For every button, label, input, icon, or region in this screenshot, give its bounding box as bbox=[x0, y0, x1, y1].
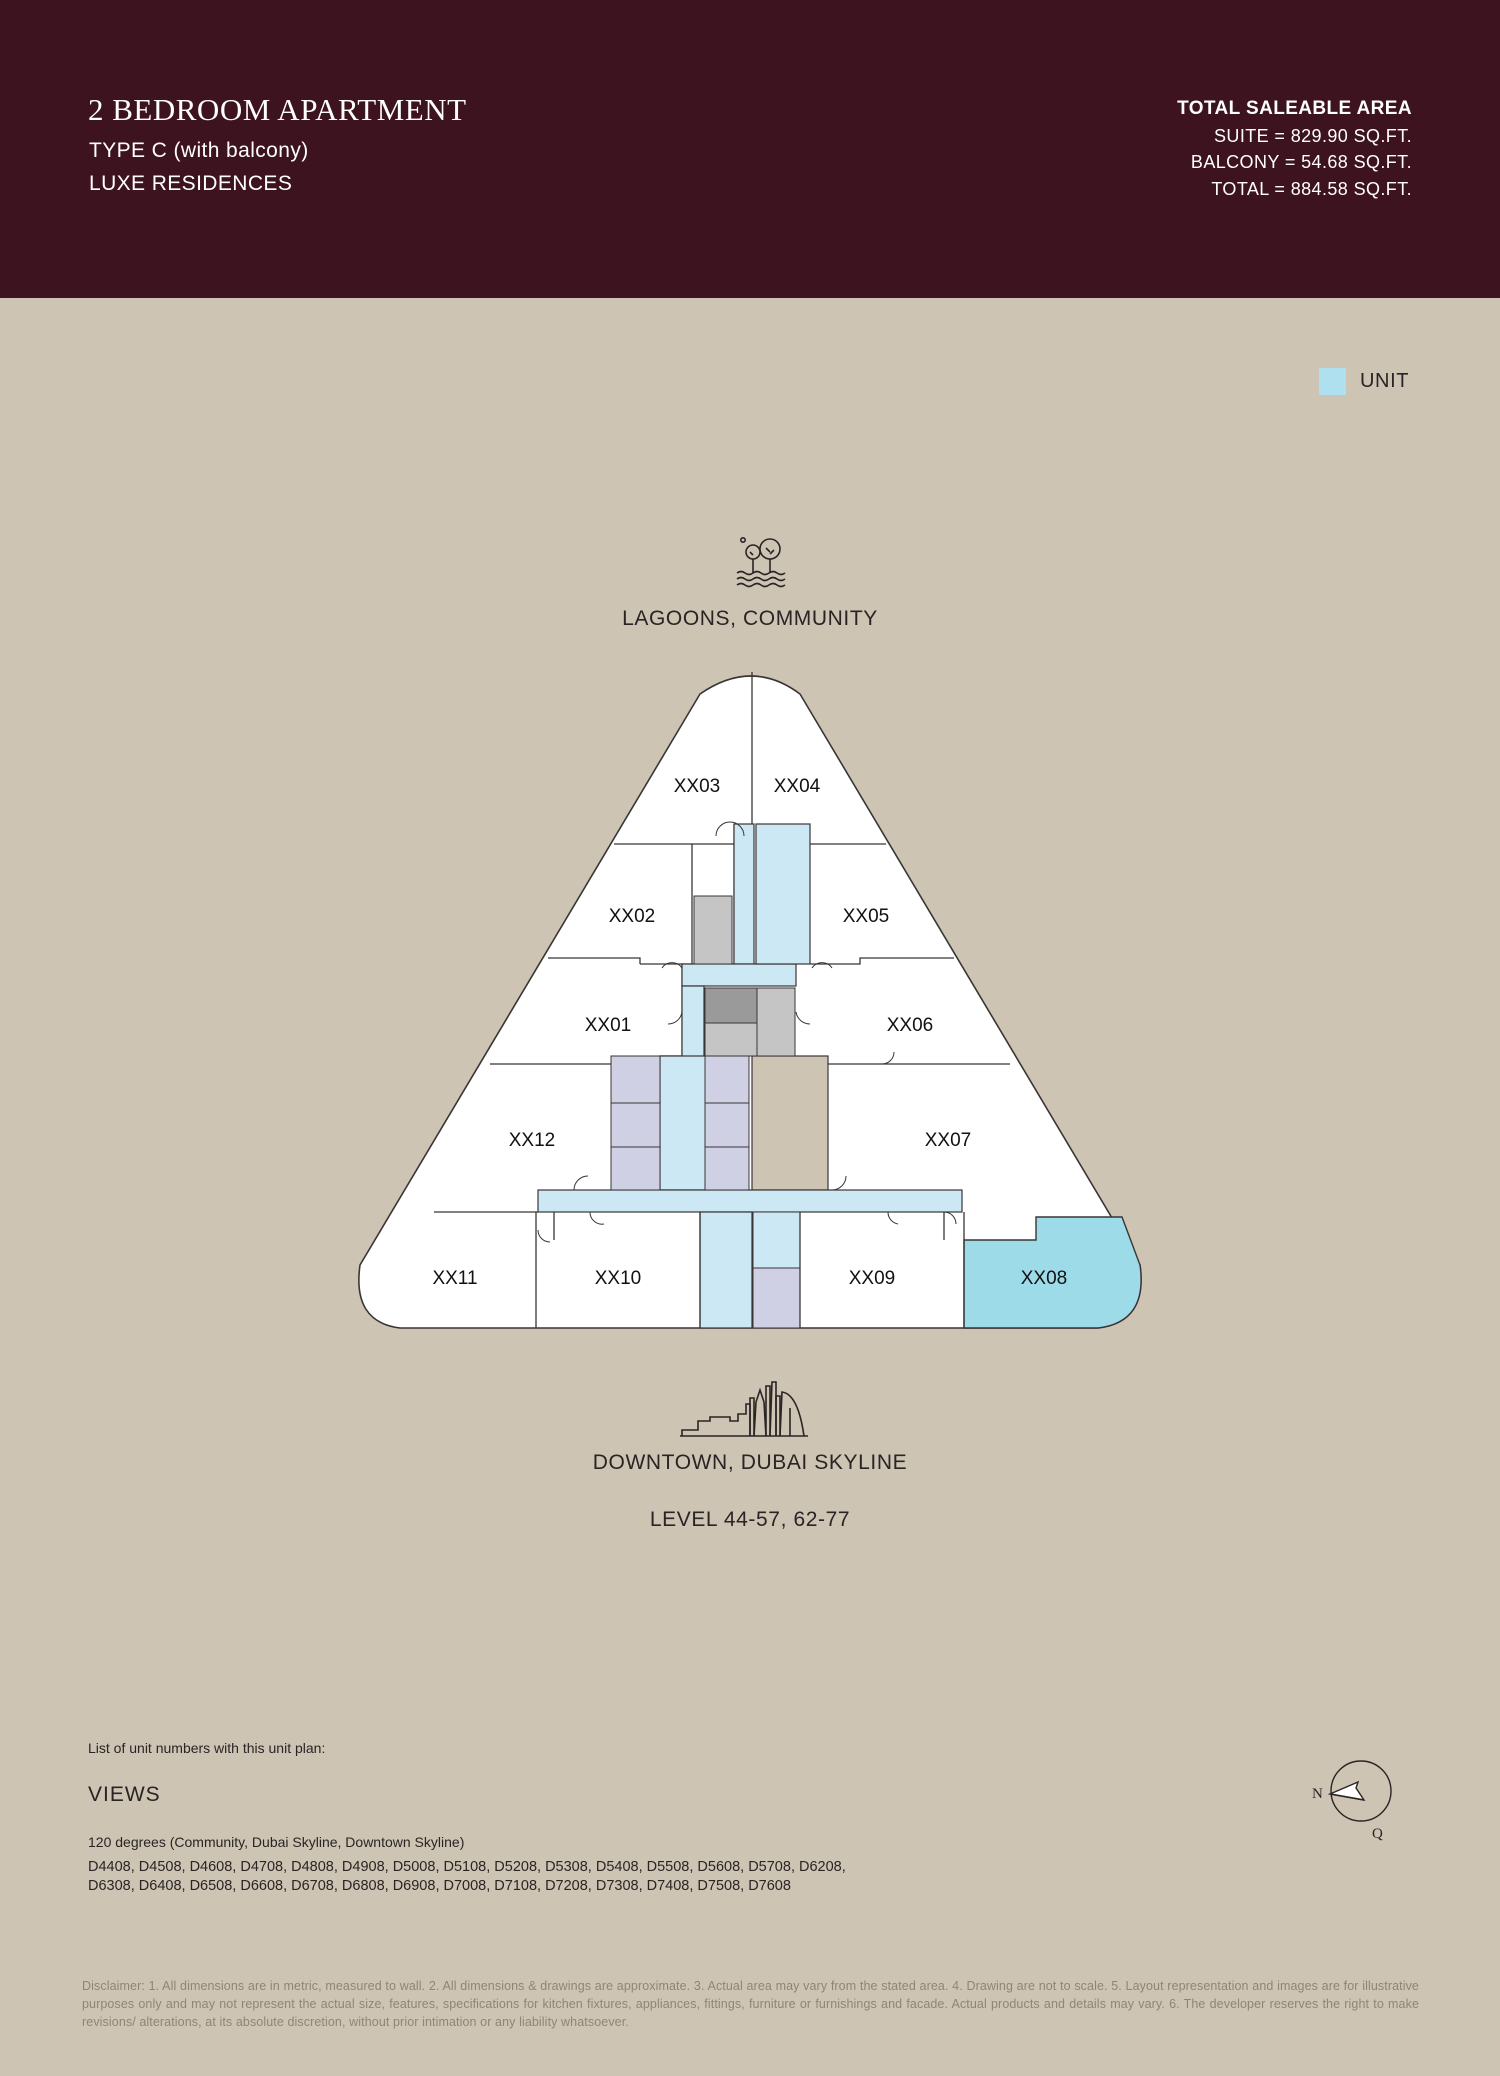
unit-label-xx08: XX08 bbox=[1020, 1268, 1068, 1289]
service-room bbox=[757, 988, 795, 1056]
unit-label-xx09: XX09 bbox=[848, 1268, 896, 1289]
level-range: LEVEL 44-57, 62-77 bbox=[649, 1508, 851, 1531]
compass-icon bbox=[1310, 1758, 1400, 1853]
unit-label-xx04: XX04 bbox=[773, 776, 821, 797]
unit-label-xx01: XX01 bbox=[584, 1015, 632, 1036]
views-description: 120 degrees (Community, Dubai Skyline, Downtown Skyline) bbox=[88, 1834, 465, 1850]
apartment-title: 2 BEDROOM APARTMENT bbox=[88, 92, 467, 127]
apartment-type: TYPE C (with balcony) bbox=[89, 139, 309, 162]
views-heading: VIEWS bbox=[88, 1783, 161, 1806]
project-name: LUXE RESIDENCES bbox=[89, 172, 293, 195]
unit-number-list: D4408, D4508, D4608, D4708, D4808, D4908, D5008, D5108, D5208, D5308, D5408, D5508, D5608, D5708, D6208, D6308, D6408, D6508, D6608, D6708, D6808, D6908, D7008, D7108, D7208, D7308, D7408, D7508, D7608 bbox=[88, 1859, 846, 1894]
disclaimer: Disclaimer: 1. All dimensions are in metric, measured to wall. 2. All dimensions & drawings are approximate. 3. Actual area may vary from the stated area. 4. Drawing are not to scale. 5. Layout representation and images are for illustrative purposes only and may not represent the actual size, features, specifications for kitchen fixtures, appliances, fittings, furniture or furnishings and facade. Actual products and details may vary. 6. The developer reserves the right to make revisions/ alterations, at its absolute discretion, without prior intimation or any liability whatsoever. bbox=[82, 1979, 1419, 2029]
unit-label-xx06: XX06 bbox=[886, 1015, 934, 1036]
unit-list-intro: List of unit numbers with this unit plan: bbox=[88, 1740, 326, 1756]
total-area: TOTAL = 884.58 SQ.FT. bbox=[1211, 178, 1412, 199]
bottom-view-label: DOWNTOWN, DUBAI SKYLINE bbox=[592, 1451, 908, 1474]
service-shaft bbox=[753, 1212, 800, 1268]
compass-q: Q bbox=[1372, 1826, 1383, 1842]
skyline-icon bbox=[680, 1378, 844, 1443]
service-room bbox=[694, 896, 732, 964]
unit-label-xx07: XX07 bbox=[924, 1130, 972, 1151]
service-room bbox=[705, 1023, 757, 1056]
unit-label-xx02: XX02 bbox=[608, 906, 656, 927]
top-view-label: LAGOONS, COMMUNITY bbox=[622, 607, 878, 630]
unit-label-xx12: XX12 bbox=[508, 1130, 556, 1151]
unit-label-xx03: XX03 bbox=[673, 776, 721, 797]
service-room-dark bbox=[705, 988, 757, 1023]
void-courtyard bbox=[752, 1056, 828, 1190]
unit-label-xx11: XX11 bbox=[432, 1268, 478, 1289]
area-title: TOTAL SALEABLE AREA bbox=[1177, 98, 1412, 119]
unit-label-xx05: XX05 bbox=[842, 906, 890, 927]
unit-label-xx10: XX10 bbox=[594, 1268, 642, 1289]
legend-unit-label: UNIT bbox=[1360, 370, 1410, 392]
balcony-area: BALCONY = 54.68 SQ.FT. bbox=[1190, 152, 1412, 172]
compass-n: N bbox=[1312, 1786, 1323, 1802]
suite-area: SUITE = 829.90 SQ.FT. bbox=[1214, 125, 1412, 146]
